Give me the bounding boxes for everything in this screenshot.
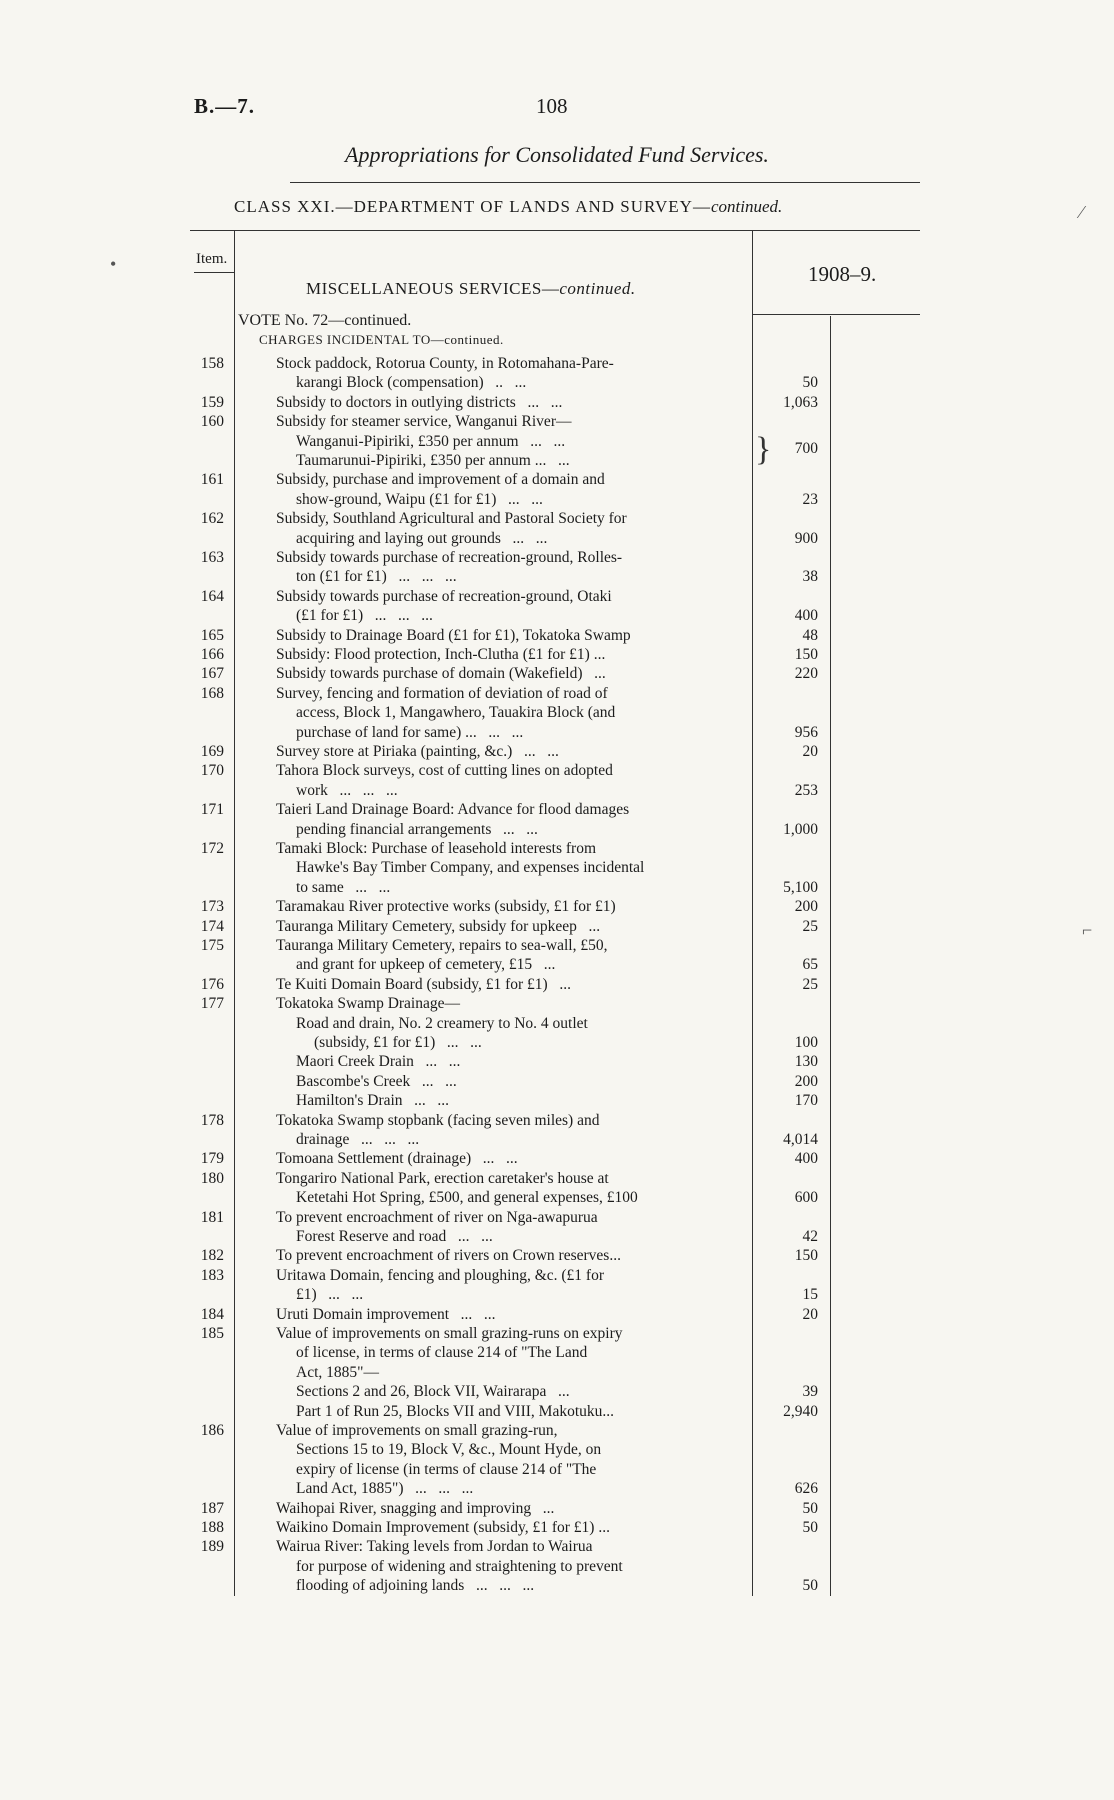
item-number: 173 <box>200 898 224 916</box>
item-description-line: Subsidy towards purchase of recreation-ground, Otaki <box>276 587 612 605</box>
item-amount: 2,940 <box>783 1402 818 1420</box>
item-amount: 20 <box>802 1305 818 1323</box>
item-number: 186 <box>200 1422 224 1439</box>
item-number: 167 <box>200 665 224 683</box>
item-number: 159 <box>200 393 224 411</box>
year-column-header: 1908–9. <box>808 262 877 286</box>
item-description-line: for purpose of widening and straightening to prevent <box>296 1557 623 1575</box>
item-amount: 100 <box>794 1034 818 1051</box>
class-rule <box>190 230 920 231</box>
item-description-line: To prevent encroachment of rivers on Crown reserves... <box>276 1247 621 1265</box>
item-description-line: Tomoana Settlement (drainage) ... ... <box>276 1150 518 1168</box>
section-heading-text: MISCELLANEOUS SERVICES— <box>306 279 560 298</box>
item-amount: 200 <box>794 1072 818 1090</box>
item-description-line: Tamaki Block: Purchase of leasehold interests from <box>276 840 597 857</box>
item-description-line: Hamilton's Drain ... ... <box>296 1092 450 1110</box>
item-description-line: karangi Block (compensation) .. ... <box>296 374 527 392</box>
item-number: 158 <box>200 355 224 372</box>
item-amount: 65 <box>802 956 818 974</box>
item-description-line: Subsidy, Southland Agricultural and Pastoral Society for <box>276 510 627 528</box>
item-description-line: ton (£1 for £1) ... ... ... <box>296 568 457 586</box>
item-amount: 900 <box>794 529 818 547</box>
item-description-line: Te Kuiti Domain Board (subsidy, £1 for £1) ... <box>276 975 571 993</box>
item-description-line: Taieri Land Drainage Board: Advance for flood damages <box>276 801 630 819</box>
class-heading-text: CLASS XXI.—DEPARTMENT OF LANDS AND SURVEY— <box>234 197 711 216</box>
item-number: 183 <box>200 1266 224 1284</box>
section-heading <box>306 279 636 299</box>
item-amount: 50 <box>802 1577 818 1595</box>
document-code: B.—7. <box>194 94 256 118</box>
item-amount: 130 <box>794 1053 818 1071</box>
item-description-line: access, Block 1, Mangawhero, Tauakira Block (and <box>296 704 616 722</box>
item-description-line: expiry of license (in terms of clause 214 of "The <box>296 1460 597 1478</box>
class-heading <box>234 197 782 217</box>
margin-mark: ⌐ <box>1082 920 1093 940</box>
item-number: 165 <box>200 626 224 644</box>
item-description-line: £1) ... ... <box>296 1286 364 1304</box>
item-amount: 626 <box>794 1480 818 1498</box>
item-amount: 170 <box>794 1092 818 1110</box>
item-number: 166 <box>200 646 224 663</box>
item-description-line: drainage ... ... ... <box>296 1131 420 1148</box>
item-amount: 1,000 <box>783 820 818 838</box>
item-description-line: (£1 for £1) ... ... ... <box>296 607 433 625</box>
item-amount: 23 <box>802 490 818 508</box>
item-description-line: Act, 1885"— <box>296 1363 379 1381</box>
item-amount: 48 <box>802 626 818 644</box>
item-amount: 50 <box>802 1519 818 1536</box>
item-amount: 253 <box>794 781 818 799</box>
item-description-line: Value of improvements on small grazing-runs on expiry <box>276 1325 623 1342</box>
item-description-line: (subsidy, £1 for £1) ... ... <box>314 1034 482 1051</box>
item-description-line: Wanganui-Pipiriki, £350 per annum ... ... <box>296 432 566 450</box>
item-description-line: show-ground, Waipu (£1 for £1) ... ... <box>296 490 543 508</box>
item-description-line: Tokatoka Swamp stopbank (facing seven miles) and <box>276 1111 600 1129</box>
class-heading-continued: continued. <box>710 197 783 216</box>
item-description-line: Subsidy to doctors in outlying districts ... ... <box>276 393 563 411</box>
item-number: 161 <box>200 471 224 489</box>
item-description-line: Forest Reserve and road ... ... <box>296 1228 493 1245</box>
item-number: 188 <box>200 1519 224 1536</box>
item-amount: 600 <box>794 1189 818 1207</box>
item-description-line: Wairua River: Taking levels from Jordan to Wairua <box>276 1538 593 1556</box>
item-description-line: Taumarunui-Pipiriki, £350 per annum ... ... <box>296 452 570 469</box>
item-number: 172 <box>200 840 224 857</box>
item-number: 182 <box>200 1247 224 1265</box>
item-description-line: Land Act, 1885") ... ... ... <box>296 1480 474 1498</box>
item-description-line: and grant for upkeep of cemetery, £15 ... <box>296 956 556 974</box>
item-number: 189 <box>200 1538 224 1556</box>
item-description-line: Sections 2 and 26, Block VII, Wairarapa ... <box>296 1383 570 1401</box>
item-amount: 42 <box>802 1228 818 1245</box>
item-description-line: Hawke's Bay Timber Company, and expenses incidental <box>296 859 645 877</box>
item-number: 180 <box>200 1169 224 1187</box>
vote-heading: VOTE No. 72—continued. <box>238 312 412 329</box>
item-number: 162 <box>200 510 224 528</box>
item-description-line: Sections 15 to 19, Block V, &c., Mount Hyde, on <box>296 1441 602 1459</box>
item-amount: 400 <box>794 1150 818 1168</box>
item-amount: 1,063 <box>783 393 818 411</box>
item-description-line: Stock paddock, Rotorua County, in Rotomahana-Pare- <box>276 355 614 372</box>
item-amount: 20 <box>802 743 818 760</box>
item-amount: 200 <box>794 898 818 916</box>
item-description-line: Subsidy: Flood protection, Inch-Clutha (£1 for £1) ... <box>276 646 606 663</box>
item-header-rule <box>194 272 234 273</box>
item-description-line: Waikino Domain Improvement (subsidy, £1 for £1) ... <box>276 1519 610 1536</box>
item-amount: 50 <box>802 1499 818 1517</box>
page-title: Appropriations for Consolidated Fund Services. <box>345 142 769 167</box>
section-heading-continued: continued. <box>559 279 636 298</box>
item-description-line: Value of improvements on small grazing-run, <box>276 1422 558 1439</box>
item-number: 170 <box>200 762 224 780</box>
item-amount: 400 <box>794 607 818 625</box>
item-description-line: Subsidy to Drainage Board (£1 for £1), Tokatoka Swamp <box>276 626 631 644</box>
item-description-line: Subsidy, purchase and improvement of a domain and <box>276 471 605 489</box>
item-description-line: Waihopai River, snagging and improving ... <box>276 1499 555 1517</box>
brace-mark: } <box>755 431 772 468</box>
item-description-line: Tauranga Military Cemetery, subsidy for upkeep ... <box>276 917 601 935</box>
item-description-line: Maori Creek Drain ... ... <box>296 1053 461 1071</box>
item-description-line: Tokatoka Swamp Drainage— <box>276 995 461 1013</box>
item-description-line: Subsidy towards purchase of recreation-ground, Rolles- <box>276 549 623 566</box>
item-number: 174 <box>200 917 224 935</box>
charges-heading: CHARGES INCIDENTAL TO—continued. <box>259 332 504 347</box>
item-number: 164 <box>200 587 224 605</box>
item-description-line: Tauranga Military Cemetery, repairs to sea-wall, £50, <box>276 937 608 954</box>
item-number: 169 <box>200 743 224 760</box>
item-description-line: Uritawa Domain, fencing and ploughing, &c. (£1 for <box>276 1266 604 1284</box>
item-amount: 5,100 <box>783 878 818 896</box>
item-amount: 39 <box>802 1383 818 1401</box>
item-amount: 220 <box>794 665 818 683</box>
item-number: 185 <box>200 1325 224 1342</box>
item-description-line: Uruti Domain improvement ... ... <box>276 1305 496 1323</box>
item-description-line: To prevent encroachment of river on Nga-awapurua <box>276 1208 598 1226</box>
item-description-line: Subsidy towards purchase of domain (Wakefield) ... <box>276 665 606 683</box>
item-amount: 50 <box>802 374 818 392</box>
title-rule <box>290 182 920 183</box>
margin-mark: ⁄ <box>1080 202 1084 222</box>
item-number: 176 <box>200 975 224 993</box>
item-amount: 956 <box>794 723 818 741</box>
item-number: 175 <box>200 937 224 954</box>
item-description-line: of license, in terms of clause 214 of "The Land <box>296 1344 588 1362</box>
item-description-line: Bascombe's Creek ... ... <box>296 1072 457 1090</box>
item-number: 181 <box>200 1208 224 1226</box>
item-description-line: purchase of land for same) ... ... ... <box>296 723 524 741</box>
item-number: 177 <box>200 995 224 1013</box>
item-amount: 150 <box>794 1247 818 1265</box>
item-description-line: Survey, fencing and formation of deviation of road of <box>276 684 608 702</box>
item-description-line: Survey store at Piriaka (painting, &c.) ... ... <box>276 743 559 760</box>
item-description-line: flooding of adjoining lands ... ... ... <box>296 1577 535 1595</box>
item-amount: 25 <box>802 975 818 993</box>
item-number: 160 <box>200 413 224 431</box>
item-description-line: Road and drain, No. 2 creamery to No. 4 outlet <box>296 1014 588 1032</box>
year-header-rule <box>752 314 920 315</box>
item-description-line: pending financial arrangements ... ... <box>296 820 538 838</box>
item-number: 187 <box>200 1499 224 1517</box>
item-number: 184 <box>200 1305 224 1323</box>
item-amount: 25 <box>802 917 818 935</box>
item-amount: 700 <box>794 440 818 458</box>
item-description-line: Taramakau River protective works (subsidy, £1 for £1) <box>276 898 616 916</box>
page-number: 108 <box>536 94 568 118</box>
margin-mark: • <box>110 254 117 274</box>
item-column-rule <box>234 230 235 1596</box>
item-number: 163 <box>200 549 224 566</box>
item-description-line: Tahora Block surveys, cost of cutting lines on adopted <box>276 762 613 780</box>
item-amount: 15 <box>802 1286 818 1304</box>
item-description-line: Subsidy for steamer service, Wanganui River— <box>276 413 572 431</box>
item-description-line: Tongariro National Park, erection caretaker's house at <box>276 1169 609 1187</box>
item-amount: 4,014 <box>783 1131 818 1148</box>
item-number: 179 <box>200 1150 224 1168</box>
item-number: 178 <box>200 1111 224 1129</box>
amount-right-rule <box>830 316 831 1596</box>
item-number: 168 <box>200 684 224 702</box>
item-number: 171 <box>200 801 224 819</box>
item-amount: 38 <box>802 568 818 586</box>
item-description-line: Ketetahi Hot Spring, £500, and general expenses, £100 <box>296 1189 638 1207</box>
item-amount: 150 <box>794 646 818 663</box>
item-description-line: to same ... ... <box>296 878 391 896</box>
item-description-line: acquiring and laying out grounds ... ... <box>296 529 548 547</box>
item-description-line: work ... ... ... <box>296 781 398 799</box>
item-description-line: Part 1 of Run 25, Blocks VII and VIII, Makotuku... <box>296 1402 615 1420</box>
item-column-header: Item. <box>196 251 228 267</box>
